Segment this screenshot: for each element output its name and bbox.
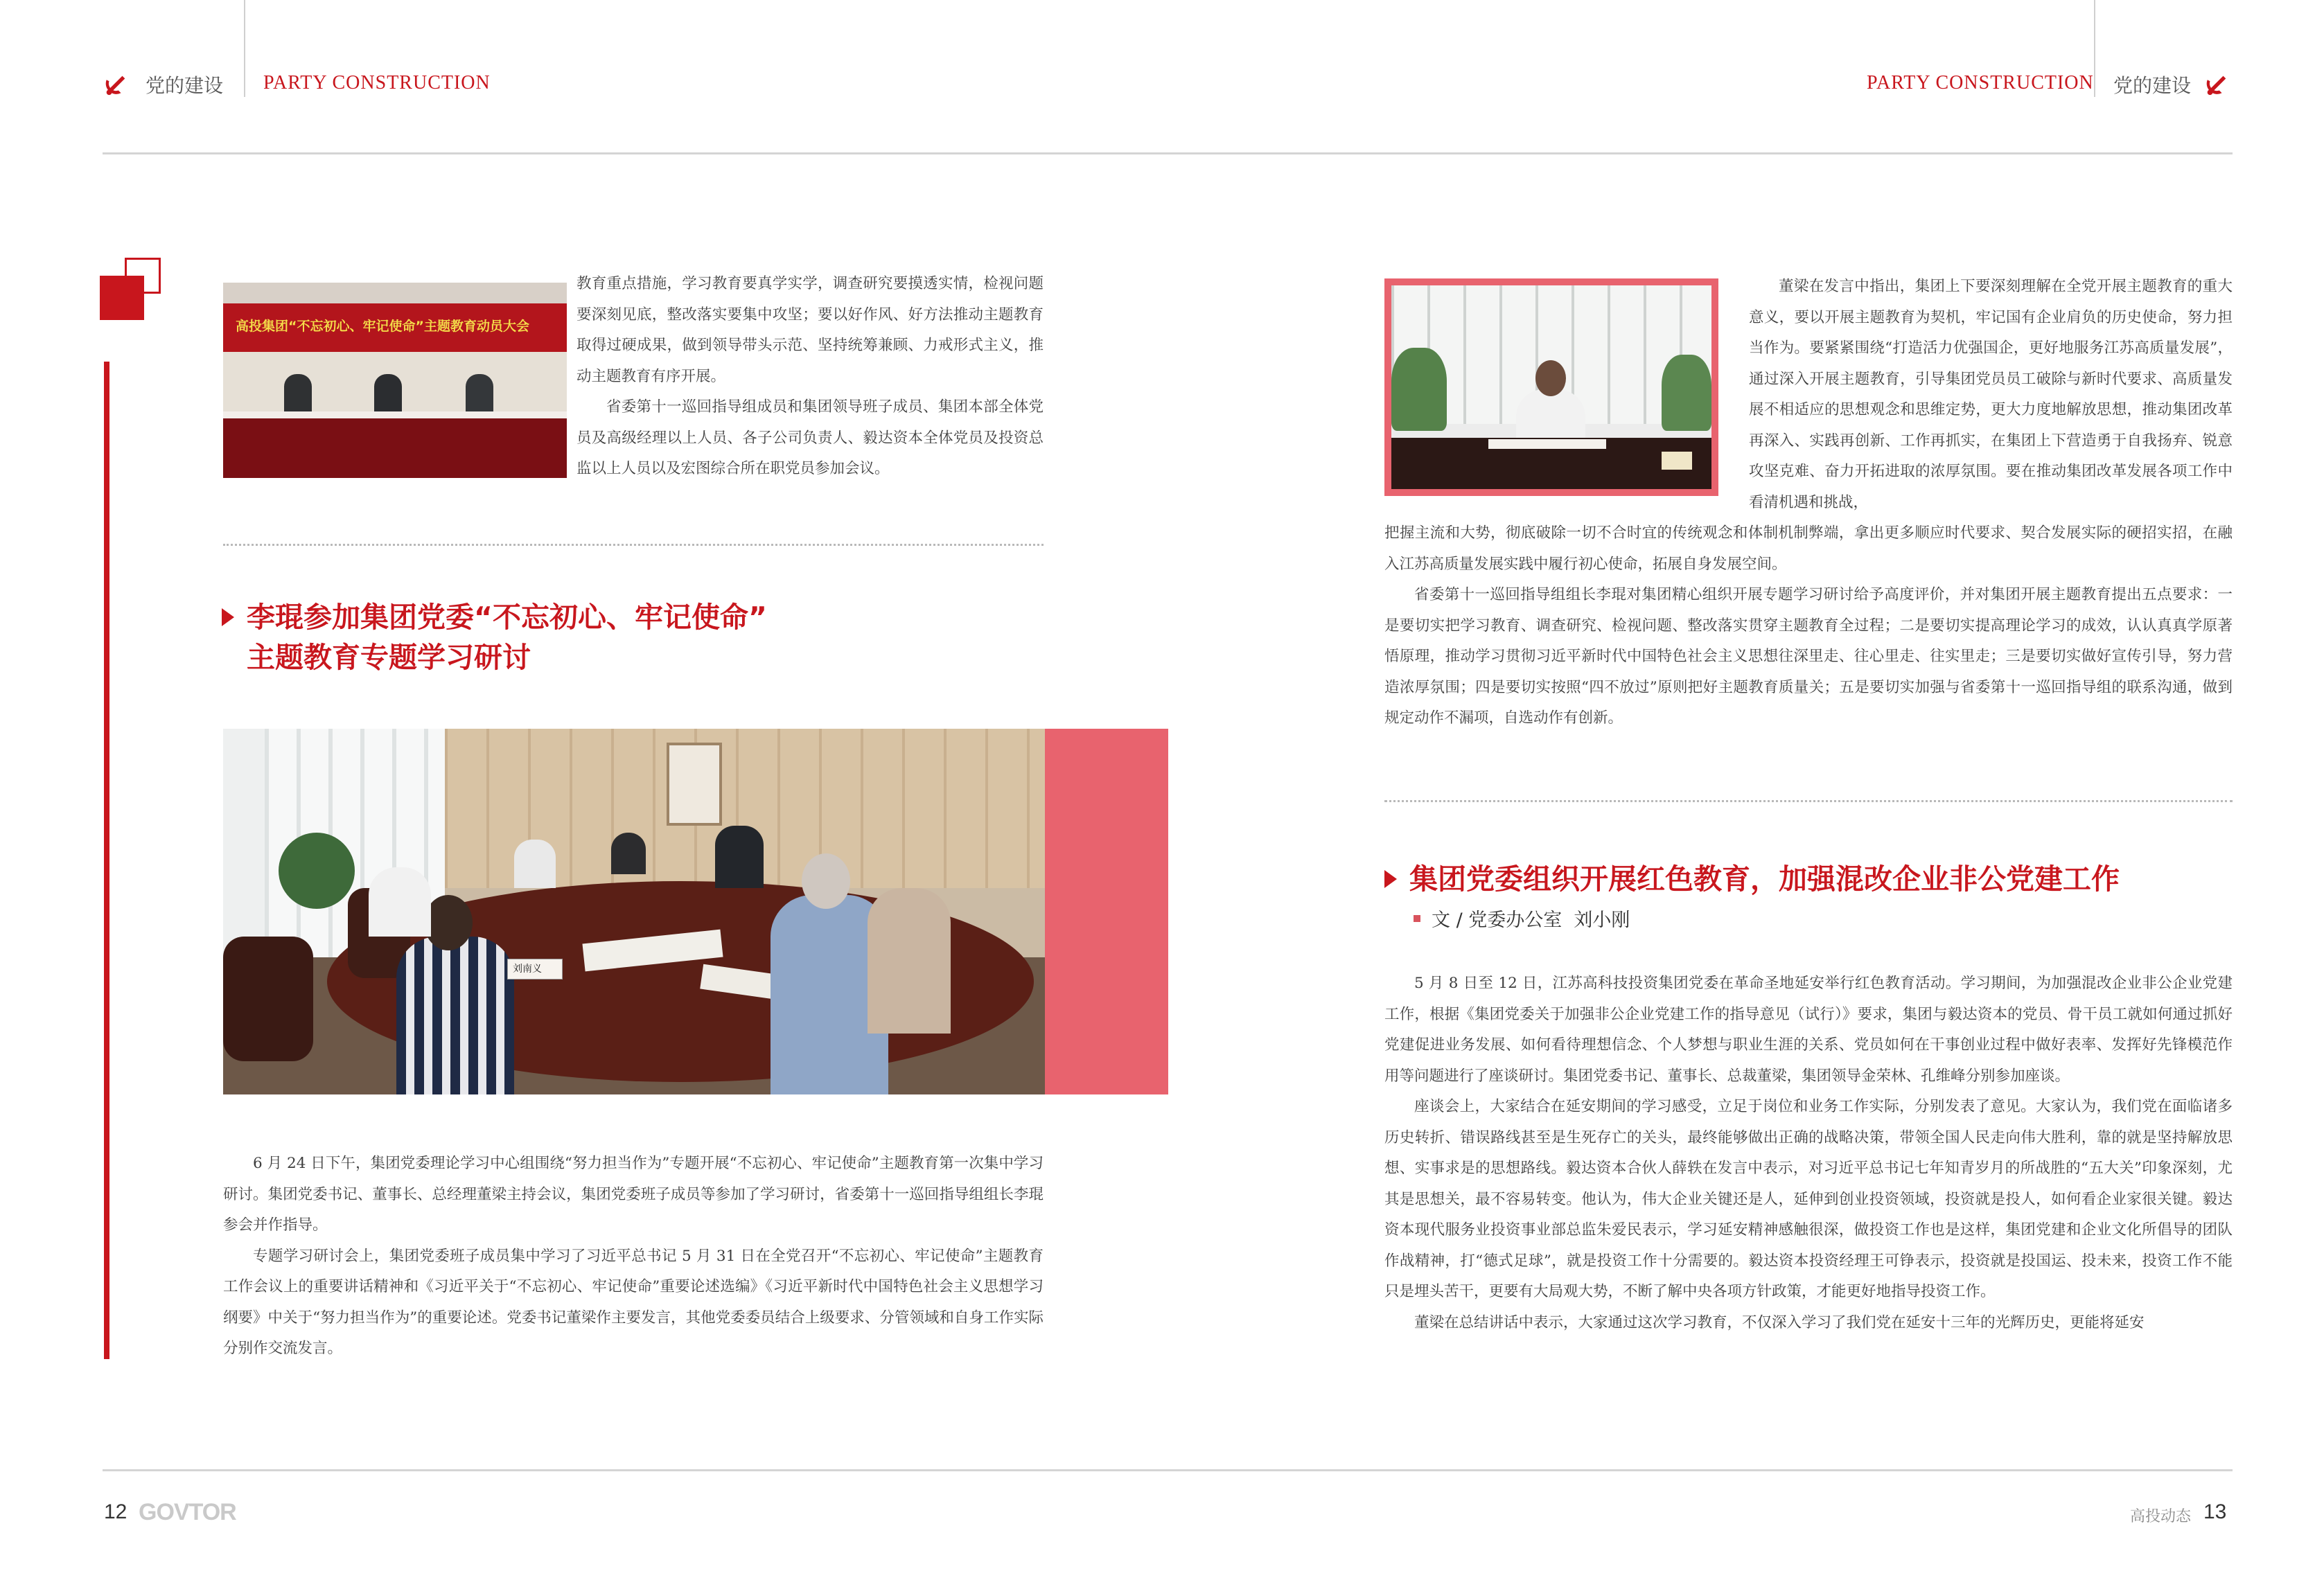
right-side-paragraph: 董梁在发言中指出，集团上下要深刻理解在全党开展主题教育的重大意义，要以开展主题教育为契机，牢记国有企业肩负的历史使命，努力担当作为。要紧紧围绕“打造活力优强国企，更好地服务江苏高质量发展”，通过深入开展主题教育，引导集团党员员工破除与新时代要求、高质量发展不相适应的思想观念和思维定势，更大力度地解放思想，推动集团改革再深入、实践再创新、工作再抓实，在集团上下营造勇于自我扬弃、锐意攻坚克难、奋力开拓进取的浓厚氛围。要在推动集团改革发展各项工作中看清机遇和挑战，: [1749, 278, 2233, 511]
square-bullet-icon: [1414, 915, 1420, 922]
left-page-number: 12: [104, 1500, 127, 1523]
photo-accent-block: [1039, 729, 1168, 1094]
header-section-en-left: PARTY CONSTRUCTION: [263, 72, 491, 94]
plant-right: [1662, 355, 1711, 431]
left-article-title-line2: 主题教育专题学习研讨: [247, 641, 531, 674]
right-article-paragraph-2: 座谈会上，大家结合在延安期间的学习感受，立足于岗位和业务工作实际，分别发表了意见。大家认为，我们党在面临诸多历史转折、错误路线甚至是生死存亡的关头，最终能够做出正确的战略决策，带领全国人民走向伟大胜利，靠的就是坚持解放思想、实事求是的思想路线。毅达资本合伙人薛轶在发言中表示，对习近平总书记七年知青岁月的所战胜的“五大关”印象深刻，尤其是思想关，最不容易转变。他认为，伟大企业关键还是人，延伸到创业投资领域，投资就是投人，如何看企业家很关键。毅达资本现代服务业投资事业部总监朱爱民表示，学习延安精神感触很深，做投资工作也是这样，集团党建和企业文化所倡导的团队作战精神，打“德式足球”，就是投资工作十分需要的。毅达资本投资经理王可铮表示，投资就是投国运、投未来，投资工作不能只是埋头苦干，更要有大局观大势，不断了解中央各项方针政策，才能更好地指导投资工作。: [1384, 1098, 2233, 1300]
intro-paragraph-1: 教育重点措施，学习教育要真学实学，调查研究要摸透实情，检视问题要深刻见底，整改落实要集中攻坚；要以好作风、好方法推动主题教育取得过硬成果，做到领导带头示范、坚持统筹兼顾、力戒形式主义，推动主题教育有序开展。: [576, 275, 1044, 385]
left-accent-bar: [104, 362, 109, 1359]
intro-paragraph-2: 省委第十一巡回指导组成员和集团领导班子成员、集团本部全体党员及高级经理以上人员、各子公司负责人、毅达资本全体党员及投资总监以上人员以及宏图综合所在职党员参加会议。: [576, 398, 1044, 477]
person-center-2: [611, 833, 646, 874]
govtor-logo: GOVTOR: [139, 1499, 236, 1525]
left-article-title-line1: 李琨参加集团党委“不忘初心、牢记使命”: [247, 601, 767, 634]
header-top-line-left: [244, 0, 245, 97]
person-striped-shirt: [396, 937, 514, 1094]
left-article-body: [223, 1149, 1044, 1365]
side-text-block: [1749, 272, 2233, 518]
speaker-photo: [1391, 285, 1711, 489]
plant-left: [1391, 348, 1447, 431]
header-section-zh-left: 党的建设: [146, 74, 224, 97]
party-emblem-icon: [2203, 71, 2230, 97]
triangle-bullet-icon: [1384, 870, 1397, 888]
right-article-paragraph-1: 5 月 8 日至 12 日，江苏高科技投资集团党委在革命圣地延安举行红色教育活动。学习期间，为加强混改企业非公企业党建工作，根据《集团党委关于加强非公企业党建工作的指导意见（试行）》要求，集团与毅达资本的党员、骨干员工就如何通过抓好党建促进业务发展、如何看待理想信念、个人梦想与职业生涯的关系、党员如何在干事创业过程中做好表率、发挥好先锋模范作用等问题进行了座谈研讨。集团党委书记、董事长、总裁董梁，集团领导金荣林、孔维峰分别参加座谈。: [1384, 975, 2233, 1085]
triangle-bullet-icon: [222, 608, 234, 626]
person-suit-right: [715, 826, 764, 888]
right-page-number: 13: [2203, 1500, 2227, 1523]
nameplate-box: [1662, 452, 1692, 470]
person-head-2: [802, 853, 850, 909]
mobilization-meeting-photo: [223, 283, 567, 478]
right-article-body: [1384, 968, 2233, 1338]
person-center-1: [514, 840, 556, 888]
left-body-paragraph-2: 专题学习研讨会上，集团党委班子成员集中学习了习近平总书记 5 月 31 日在全党召开“不忘初心、牢记使命”主题教育工作会议上的重要讲话精神和《习近平关于“不忘初心、牢记使命”重要论述选编》《习近平新时代中国特色社会主义思想学习纲要》中关于“努力担当作为”的重要论述。党委书记董梁作主要发言，其他党委委员结合上级要求、分管领域和自身工作实际分别作交流发言。: [223, 1247, 1044, 1357]
person-3: [466, 374, 493, 414]
footer-rule: [103, 1469, 2233, 1471]
left-body-paragraph-1: 6 月 24 日下午，集团党委理论学习中心组围绕“努力担当作为”专题开展“不忘初心、牢记使命”主题教育第一次集中学习研讨。集团党委书记、董事长、总经理董梁主持会议，集团党委班子成员等参加了学习研讨，省委第十一巡回指导组组长李琨参会并作指导。: [223, 1155, 1044, 1234]
right-full-paragraph-2: 省委第十一巡回指导组组长李琨对集团精心组织开展专题学习研讨给予高度评价，并对集团开展主题教育提出五点要求：一是要切实把学习教育、调查研究、检视问题、整改落实贯穿主题教育全过程；二是要切实提高理论学习的成效，认认真真学原著悟原理，推动学习贯彻习近平新时代中国特色社会主义思想往深里走、往心里走、往实里走；三是要切实做好宣传引导，努力营造浓厚氛围；四是要切实按照“四不放过”原则把好主题教育质量关；五是要切实加强与省委第十一巡回指导组的联系沟通，做到规定动作不漏项，自选动作有创新。: [1384, 586, 2233, 727]
person-white-shirt: [369, 867, 431, 937]
right-full-text-block: [1384, 518, 2233, 734]
desk-papers: [1488, 439, 1606, 449]
person-head-1: [424, 895, 473, 950]
person-woman: [868, 888, 951, 1034]
nameplate-text: 刘南义: [513, 964, 542, 975]
corner-filled-square: [100, 276, 144, 320]
head-table: [223, 414, 567, 478]
meeting-banner-text: 高投集团“不忘初心、牢记使命”主题教育动员大会: [236, 319, 529, 334]
header-section-zh-right: 党的建设: [2113, 74, 2192, 97]
article-byline: 文 / 党委办公室 刘小刚: [1432, 910, 1630, 931]
footer-section-label: 高投动态: [2130, 1508, 2192, 1525]
header-rule: [103, 152, 2233, 154]
wall-picture: [667, 743, 722, 826]
right-article-paragraph-3: 董梁在总结讲话中表示，大家通过这次学习教育，不仅深入学习了我们党在延安十三年的光辉历史，更能将延安: [1414, 1313, 2145, 1331]
speaker-head: [1535, 360, 1566, 396]
intro-text-block: [576, 269, 1044, 485]
speaker-photo-frame: [1384, 278, 1718, 496]
right-full-paragraph-1: 把握主流和大势，彻底破除一切不合时宜的传统观念和体制机制弊端，拿出更多顺应时代要求、契合发展实际的硬招实招，在融入江苏高质量发展实践中履行初心使命，拓展自身发展空间。: [1384, 524, 2233, 573]
potted-plant: [279, 833, 355, 909]
header-top-line-right: [2094, 0, 2095, 97]
right-article-title: 集团党委组织开展红色教育，加强混改企业非公党建工作: [1409, 862, 2120, 896]
study-session-photo: [223, 729, 1045, 1094]
person-1: [284, 374, 312, 414]
header-section-en-right: PARTY CONSTRUCTION: [1867, 72, 2094, 94]
party-emblem-icon: [103, 71, 129, 97]
section-divider-left: [223, 544, 1044, 546]
head-table-top: [223, 411, 567, 418]
section-divider-right: [1384, 800, 2233, 802]
person-2: [374, 374, 402, 414]
chair-left-1: [223, 937, 313, 1061]
